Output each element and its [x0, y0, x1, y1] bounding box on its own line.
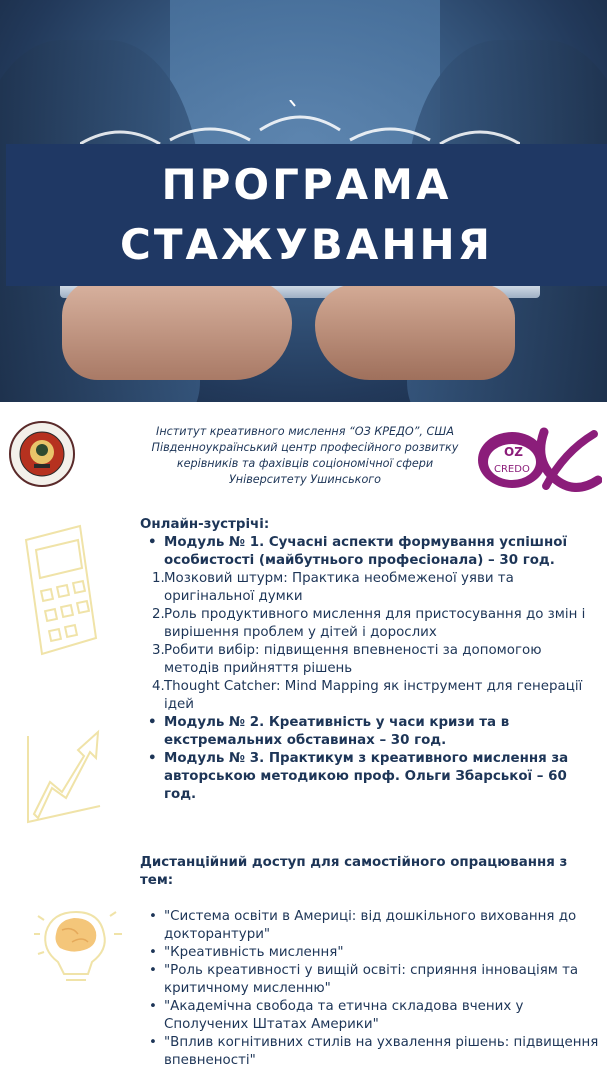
- subitem-3: [140, 642, 600, 678]
- institution-line-4: Університету Ушинського: [228, 473, 382, 486]
- online-modules-list-cont: [140, 714, 600, 804]
- subitem-1: [140, 570, 600, 606]
- institution-line-1: Інститут креативного мислення “ОЗ КРЕДО”, США: [156, 425, 454, 438]
- topic-5: • "Вплив когнітивних стилів на ухвалення рішень: підвищення впевненості": [140, 1034, 600, 1070]
- subitem-text: Мозковий штурм: Практика необмеженої уяви та оригінальної думки: [164, 571, 514, 604]
- logo-credo-text: CREDO: [494, 464, 530, 475]
- topic-4: • "Академічна свобода та етична складова вчених у Сполучених Штатах Америки": [140, 998, 600, 1034]
- institution-text: [120, 424, 490, 488]
- topic-2: • "Креативність мислення": [140, 944, 600, 962]
- institution-line-3: керівників та фахівців соціономічної сфери: [176, 457, 434, 470]
- main-content: [140, 516, 600, 1070]
- subitem-number: 2.: [152, 607, 165, 622]
- subitem-number: 4.: [152, 679, 165, 694]
- distance-topics-list: [140, 908, 600, 1070]
- title-line-2: СТАЖУВАННЯ: [120, 220, 493, 269]
- subitem-text: Thought Catcher: Mind Mapping як інструмент для генерації ідей: [164, 679, 583, 712]
- subitem-text: Робити вибір: підвищення впевненості за допомогою методів прийняття рішень: [164, 643, 542, 676]
- module-3: • Модуль № 3. Практикум з креативного мислення за авторською методикою проф. Ольги Збарської – 60 год.: [140, 750, 600, 804]
- subitem-number: 1.: [152, 571, 165, 586]
- module-2: • Модуль № 2. Креативність у часи кризи та в екстремальних обставинах – 30 год.: [140, 714, 600, 750]
- topic-3: • "Роль креативності у вищій освіті: сприяння інноваціям та критичному мисленню": [140, 962, 600, 998]
- calculator-icon: [20, 520, 102, 662]
- online-modules-list: [140, 534, 600, 570]
- topic-1: • "Система освіти в Америці: від дошкільного виховання до докторантури": [140, 908, 600, 944]
- hand-right: [315, 284, 515, 380]
- subitem-4: [140, 678, 600, 714]
- subitem-2: [140, 606, 600, 642]
- lightbulb-brain-icon: [28, 904, 128, 986]
- logo-oz-text: OZ: [504, 445, 523, 459]
- module-1-subitems: [140, 570, 600, 714]
- growth-chart-icon: [22, 722, 106, 826]
- institution-row: [0, 410, 607, 500]
- oz-credo-logo: [474, 422, 602, 496]
- title-banner: [6, 144, 607, 286]
- distance-section-title: Дистанційний доступ для самостійного опрацювання з тем:: [140, 855, 568, 888]
- title-line-1: ПРОГРАМА: [161, 160, 452, 209]
- subitem-text: Роль продуктивного мислення для пристосування до змін і вирішення проблем у дітей і дорослих: [164, 607, 586, 640]
- subitem-number: 3.: [152, 643, 165, 658]
- online-section-title: Онлайн-зустрічі:: [140, 517, 270, 532]
- university-seal-icon: [8, 420, 76, 488]
- hand-left: [62, 280, 292, 380]
- module-1: • Модуль № 1. Сучасні аспекти формування успішної особистості (майбутнього професіонала) – 30 год.: [140, 534, 600, 570]
- institution-line-2: Південноукраїнський центр професійного розвитку: [151, 441, 459, 454]
- hero-image: [0, 0, 607, 402]
